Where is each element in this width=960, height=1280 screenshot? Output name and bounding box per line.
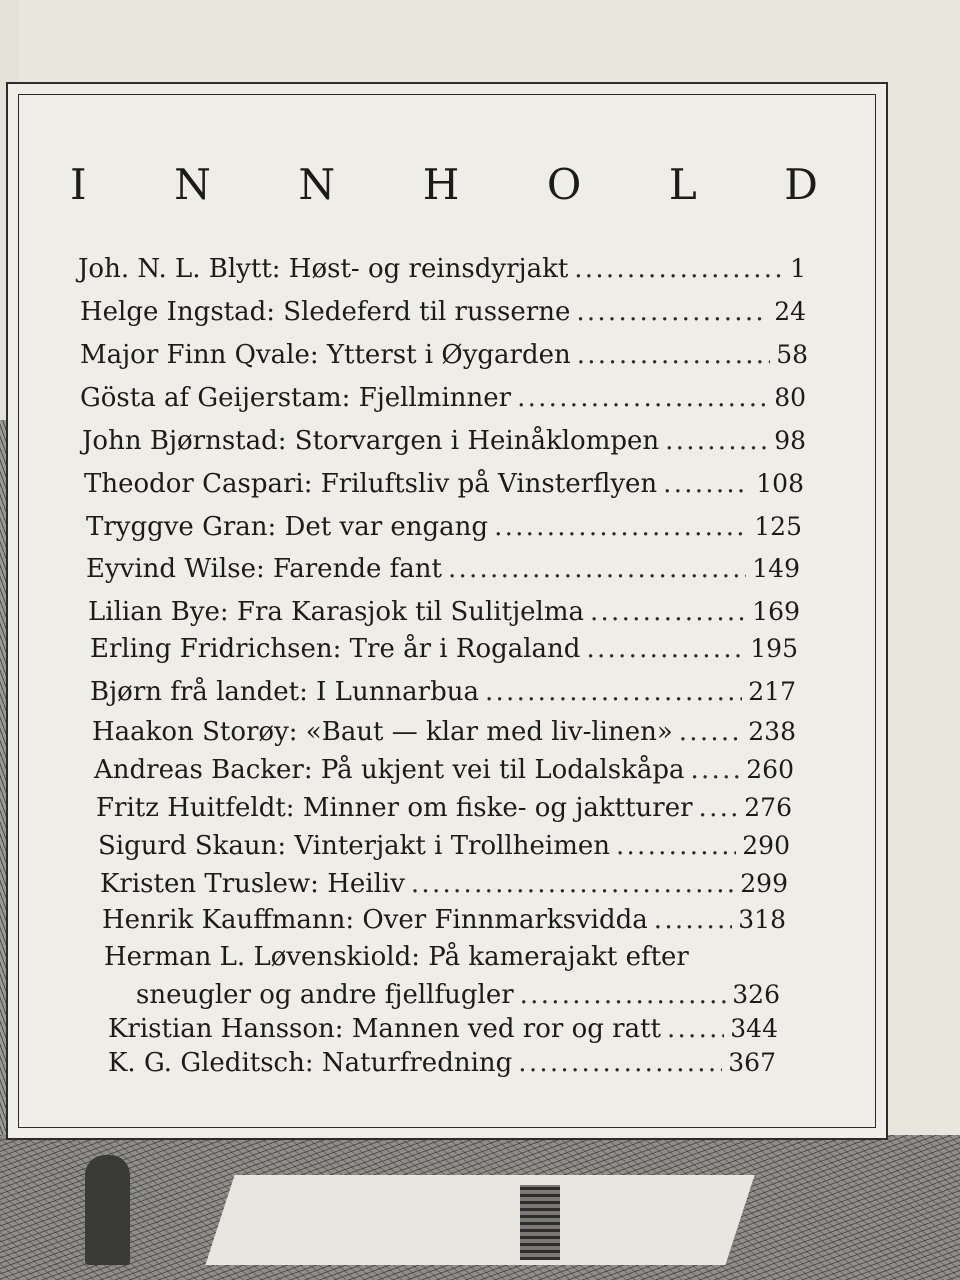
toc-entry-page: 344	[730, 1014, 778, 1043]
toc-entry-page: 98	[774, 426, 806, 455]
dot-leader	[665, 426, 768, 456]
toc-entry-page: 238	[748, 717, 796, 746]
heading-letter: I	[70, 160, 89, 209]
toc-entry	[102, 905, 786, 935]
toc-entry-page: 299	[740, 869, 788, 898]
toc-entry-page: 125	[754, 512, 802, 541]
dot-leader	[517, 383, 768, 413]
toc-entry	[80, 297, 806, 327]
dot-leader	[576, 297, 768, 327]
dot-leader	[494, 512, 748, 542]
dot-leader	[663, 469, 750, 499]
dot-leader	[654, 905, 732, 935]
toc-entry-title: Kristian Hansson: Mannen ved ror og ratt	[108, 1014, 661, 1044]
heading-letter: H	[422, 160, 462, 209]
dot-leader	[411, 869, 734, 899]
dot-leader	[586, 634, 744, 664]
heading-letter: L	[668, 160, 699, 209]
toc-entry-page: 276	[744, 793, 792, 822]
toc-entry-title: Bjørn frå landet: I Lunnarbua	[90, 677, 479, 707]
toc-entry-page: 326	[732, 980, 780, 1009]
toc-entry	[80, 383, 806, 413]
toc-entry-page: 58	[776, 340, 808, 369]
toc-entry	[78, 254, 806, 284]
toc-entry	[88, 597, 800, 627]
toc-entry-page: 217	[748, 677, 796, 706]
toc-entry-page: 149	[752, 554, 800, 583]
heading-letter: D	[784, 160, 820, 209]
toc-entry-page: 290	[742, 831, 790, 860]
toc-entry-title: Herman L. Løvenskiold: På kamerajakt efter	[104, 942, 689, 972]
toc-entry-title: Erling Fridrichsen: Tre år i Rogaland	[90, 634, 581, 664]
toc-entry-title: Joh. N. L. Blytt: Høst- og reinsdyrjakt	[78, 254, 569, 284]
toc-entry-title: Helge Ingstad: Sledeferd til russerne	[80, 297, 571, 327]
toc-entry-title: Kristen Truslew: Heiliv	[100, 869, 405, 899]
toc-entry	[90, 634, 798, 664]
toc-entry-title: John Bjørnstad: Storvargen i Heinåklompen	[82, 426, 660, 456]
toc-entry	[86, 554, 800, 584]
toc-entry-page: 108	[756, 469, 804, 498]
toc-entry-page: 80	[774, 383, 806, 412]
toc-entry-title: Andreas Backer: På ukjent vei til Lodalskåpa	[94, 755, 685, 785]
toc-entry	[108, 1014, 778, 1044]
toc-entry-page: 1	[790, 254, 806, 283]
toc-entry	[86, 512, 802, 542]
dot-leader	[590, 597, 746, 627]
dot-leader	[690, 755, 740, 785]
toc-entry-title: Gösta af Geijerstam: Fjellminner	[80, 383, 512, 413]
toc-entry	[136, 980, 780, 1010]
toc-entry-title: Haakon Storøy: «Baut — klar med liv-linen»	[92, 717, 673, 747]
toc-entry-page: 367	[728, 1048, 776, 1077]
toc-entry	[84, 469, 804, 499]
heading-letter: N	[298, 160, 338, 209]
toc-entry	[94, 755, 794, 785]
heading-letter: O	[546, 160, 584, 209]
dot-leader	[518, 1048, 722, 1078]
dot-leader	[616, 831, 736, 861]
dot-leader	[577, 340, 770, 370]
toc-entry	[80, 340, 808, 370]
dot-leader	[448, 554, 746, 584]
toc-entry	[104, 942, 744, 972]
toc-entry-title: K. G. Gleditsch: Naturfredning	[108, 1048, 513, 1078]
toc-entry-page: 169	[752, 597, 800, 626]
toc-entry-page: 318	[738, 905, 786, 934]
toc-entry-title: Henrik Kauffmann: Over Finnmarksvidda	[102, 905, 648, 935]
dot-leader	[699, 793, 739, 823]
toc-entry-title: Major Finn Qvale: Ytterst i Øygarden	[80, 340, 571, 370]
dot-leader	[520, 980, 727, 1010]
dot-leader	[667, 1014, 724, 1044]
toc-entry	[98, 831, 790, 861]
toc-entry-title: Sigurd Skaun: Vinterjakt i Trollheimen	[98, 831, 610, 861]
toc-entry	[96, 793, 792, 823]
heading-letter: N	[174, 160, 213, 209]
toc-entry	[108, 1048, 776, 1078]
toc-entry-page: 260	[746, 755, 794, 784]
toc-entry-title: Theodor Caspari: Friluftsliv på Vinsterflyen	[84, 469, 658, 499]
dot-leader	[485, 677, 742, 707]
toc-entry	[92, 717, 796, 747]
dot-leader	[574, 254, 784, 284]
toc-entry-title: sneugler og andre fjellfugler	[136, 980, 514, 1010]
toc-entry-title: Tryggve Gran: Det var engang	[86, 512, 489, 542]
toc-entry	[90, 677, 796, 707]
toc-entry	[100, 869, 788, 899]
toc-entry	[82, 426, 806, 456]
toc-entry-page: 24	[774, 297, 806, 326]
toc-entry-page: 195	[750, 634, 798, 663]
toc-entry-title: Eyvind Wilse: Farende fant	[86, 554, 442, 584]
toc-entry-title: Fritz Huitfeldt: Minner om fiske- og jaktturer	[96, 793, 693, 823]
dot-leader	[679, 717, 743, 747]
toc-entry-title: Lilian Bye: Fra Karasjok til Sulitjelma	[88, 597, 584, 627]
